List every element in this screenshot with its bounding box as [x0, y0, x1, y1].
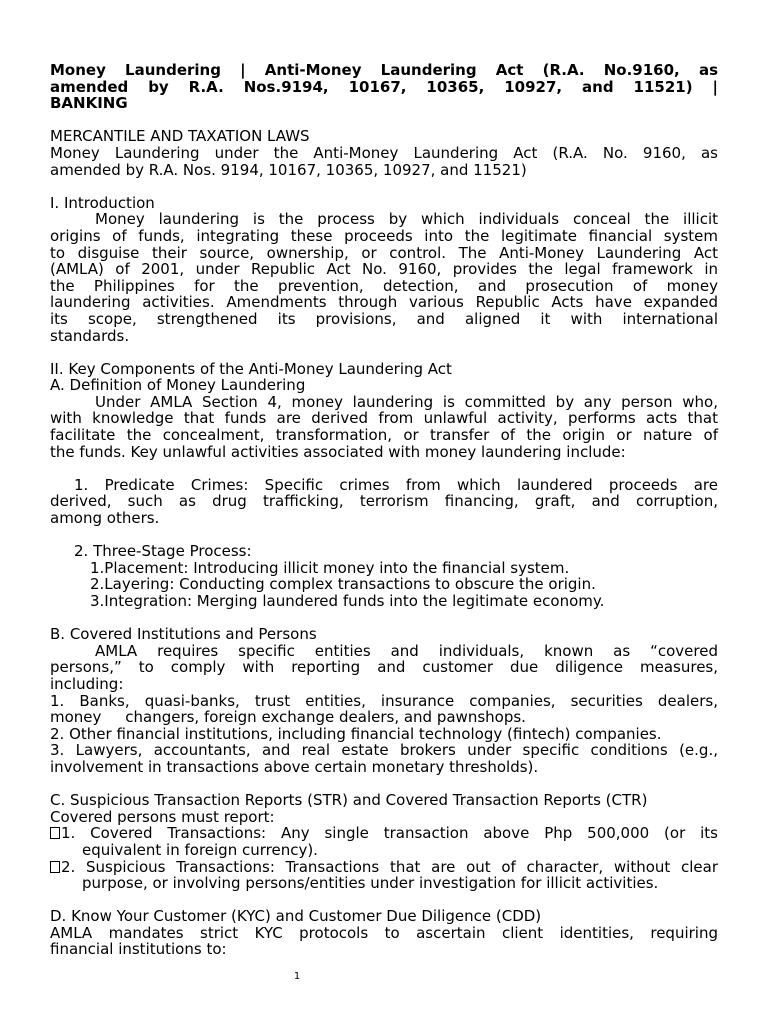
section-2b-line: AMLA requires specific entities and individuals, known as “covered	[95, 641, 718, 660]
covered-institution-item: involvement in transactions above certain monetary thresholds).	[50, 757, 539, 776]
intro-line: to disguise their source, ownership, or control. The Anti-Money Laundering Act	[50, 243, 718, 262]
intro-heading: I. Introduction	[50, 193, 155, 212]
page-number: 1	[293, 971, 301, 982]
suspicious-transactions-cont: purpose, or involving persons/entities under investigation for illicit activities.	[82, 874, 659, 893]
section-2b-line: persons,” to comply with reporting and customer due diligence measures,	[50, 658, 718, 677]
intro-line: laundering activities. Amendments through various Republic Acts have expanded	[50, 293, 718, 312]
bullet-box-icon	[50, 827, 60, 839]
three-stage-heading: 2. Three-Stage Process:	[74, 542, 252, 561]
intro-line: the Philippines for the prevention, detection, and prosecution of money	[50, 276, 718, 295]
covered-institution-item: 1. Banks, quasi-banks, trust entities, insurance companies, securities dealers,	[50, 691, 718, 710]
section-2b-line: including:	[50, 674, 124, 693]
suspicious-transactions-text: 2. Suspicious Transactions: Transactions that are out of character, without clear	[61, 857, 718, 876]
covered-institution-item: money changers, foreign exchange dealers, and pawnshops.	[50, 708, 526, 727]
stage-item: 3.Integration: Merging laundered funds into the legitimate economy.	[90, 592, 605, 610]
section-2c-heading: C. Suspicious Transaction Reports (STR) and Covered Transaction Reports (CTR)	[50, 791, 648, 810]
covered-institution-item: 2. Other financial institutions, including financial technology (fintech) companies.	[50, 724, 662, 743]
section-2b-heading: B. Covered Institutions and Persons	[50, 625, 317, 644]
covered-transactions-cont: equivalent in foreign currency).	[82, 840, 318, 859]
stage-item: 2.Layering: Conducting complex transactions to obscure the origin.	[90, 575, 596, 594]
stage-item: 1.Placement: Introducing illicit money into the financial system.	[90, 558, 570, 577]
section-2-heading: II. Key Components of the Anti-Money Laundering Act	[50, 359, 452, 378]
section-2a-heading: A. Definition of Money Laundering	[50, 376, 306, 395]
intro-line: (AMLA) of 2001, under Republic Act No. 9160, provides the legal framework in	[50, 260, 718, 279]
covered-institution-item: 3. Lawyers, accountants, and real estate brokers under specific conditions (e.g.,	[50, 741, 718, 760]
doc-title-line-2: amended by R.A. Nos.9194, 10167, 10365, 10927, and 11521) |	[50, 77, 718, 96]
section-2a-line: Under AMLA Section 4, money laundering is committed by any person who,	[95, 392, 718, 411]
intro-line: origins of funds, integrating these proceeds into the legitimate financial system	[50, 226, 718, 245]
section-2d-line: AMLA mandates strict KYC protocols to ascertain client identities, requiring	[50, 923, 718, 942]
suspicious-transactions-item	[50, 859, 718, 876]
subtitle-line-2: amended by R.A. Nos. 9194, 10167, 10365, 10927, and 11521)	[50, 160, 527, 179]
subtitle-line-1: Money Laundering under the Anti-Money Laundering Act (R.A. No. 9160, as	[50, 143, 718, 162]
document-page	[50, 62, 718, 958]
section-2a-line: facilitate the concealment, transformation, or transfer of the origin or nature of	[50, 426, 718, 445]
intro-line: its scope, strengthened its provisions, and aligned it with international	[50, 309, 718, 328]
intro-line: Money laundering is the process by which individuals conceal the illicit	[95, 210, 718, 229]
section-2d-heading: D. Know Your Customer (KYC) and Customer Due Diligence (CDD)	[50, 907, 542, 926]
predicate-crimes-line: 1. Predicate Crimes: Specific crimes from which laundered proceeds are	[74, 475, 718, 494]
section-2c-intro: Covered persons must report:	[50, 807, 275, 826]
predicate-crimes-line: derived, such as drug trafficking, terrorism financing, graft, and corruption,	[50, 492, 718, 511]
section-2d-line: financial institutions to:	[50, 940, 227, 959]
intro-line: standards.	[50, 326, 130, 345]
covered-transactions-item	[50, 825, 718, 842]
section-2a-line: with knowledge that funds are derived from unlawful activity, performs acts that	[50, 409, 718, 428]
doc-title-line-1: Money Laundering | Anti-Money Laundering Act (R.A. No.9160, as	[50, 61, 718, 79]
doc-title-line-3: BANKING	[50, 94, 128, 113]
category-heading: MERCANTILE AND TAXATION LAWS	[50, 127, 310, 146]
section-2a-line: the funds. Key unlawful activities associated with money laundering include:	[50, 442, 626, 461]
predicate-crimes-line: among others.	[50, 509, 160, 528]
bullet-box-icon	[50, 861, 60, 873]
covered-transactions-text: 1. Covered Transactions: Any single transaction above Php 500,000 (or its	[61, 824, 718, 843]
